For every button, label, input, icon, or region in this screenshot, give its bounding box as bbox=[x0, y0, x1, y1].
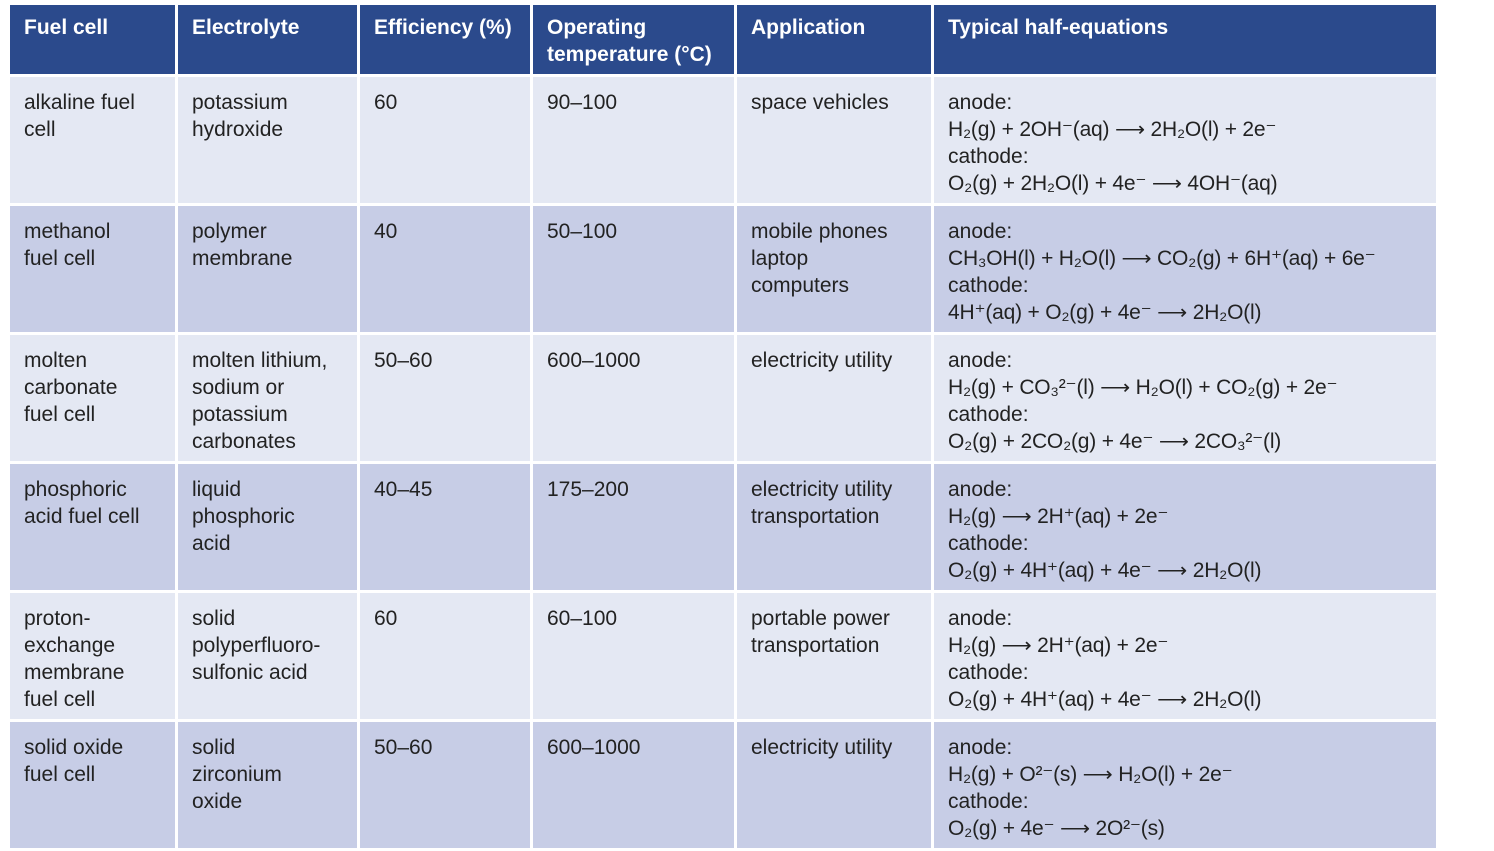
cell-fuel-cell-line: acid fuel cell bbox=[24, 505, 140, 528]
header-temperature-line-1: Operating bbox=[547, 16, 647, 39]
cell-temperature: 60–100 bbox=[532, 592, 736, 721]
cell-fuel-cell-line: membrane bbox=[24, 661, 125, 684]
fuel-cell-table bbox=[7, 2, 1439, 851]
cell-electrolyte-line: membrane bbox=[192, 247, 293, 270]
cathode-label: cathode: bbox=[948, 532, 1029, 555]
cell-electrolyte-line: solid bbox=[192, 607, 236, 630]
cell-application-line: transportation bbox=[751, 634, 880, 657]
cell-electrolyte-line: potassium bbox=[192, 91, 288, 114]
anode-label: anode: bbox=[948, 607, 1013, 630]
cell-fuel-cell-line: proton- bbox=[24, 607, 91, 630]
cell-electrolyte bbox=[177, 592, 359, 721]
cell-application bbox=[736, 721, 933, 850]
anode-equation: H₂(g) ⟶ 2H⁺(aq) + 2e⁻ bbox=[948, 505, 1169, 528]
cathode-equation: 4H⁺(aq) + O₂(g) + 4e⁻ ⟶ 2H₂O(l) bbox=[948, 301, 1262, 324]
cell-half-equations bbox=[933, 76, 1438, 205]
cell-electrolyte-line: polymer bbox=[192, 220, 267, 243]
cell-fuel-cell-line: alkaline fuel bbox=[24, 91, 135, 114]
cell-half-equations bbox=[933, 334, 1438, 463]
cell-fuel-cell bbox=[9, 76, 177, 205]
cell-electrolyte bbox=[177, 334, 359, 463]
anode-equation: H₂(g) + CO₃²⁻(l) ⟶ H₂O(l) + CO₂(g) + 2e⁻ bbox=[948, 376, 1338, 399]
cell-half-equations bbox=[933, 463, 1438, 592]
cathode-equation: O₂(g) + 2CO₂(g) + 4e⁻ ⟶ 2CO₃²⁻(l) bbox=[948, 430, 1282, 453]
cell-temperature: 50–100 bbox=[532, 205, 736, 334]
cell-fuel-cell-line: fuel cell bbox=[24, 763, 96, 786]
cell-fuel-cell-line: molten bbox=[24, 349, 88, 372]
cell-half-equations bbox=[933, 721, 1438, 850]
cell-application-line: space vehicles bbox=[751, 91, 889, 114]
anode-equation: H₂(g) + 2OH⁻(aq) ⟶ 2H₂O(l) + 2e⁻ bbox=[948, 118, 1277, 141]
cell-fuel-cell-line: exchange bbox=[24, 634, 116, 657]
cell-fuel-cell bbox=[9, 205, 177, 334]
cell-fuel-cell-line: carbonate bbox=[24, 376, 118, 399]
cathode-equation: O₂(g) + 2H₂O(l) + 4e⁻ ⟶ 4OH⁻(aq) bbox=[948, 172, 1278, 195]
cell-electrolyte-line: polyperfluoro- bbox=[192, 634, 321, 657]
table-row bbox=[9, 76, 1438, 205]
header-electrolyte: Electrolyte bbox=[177, 4, 359, 76]
cell-application-line: transportation bbox=[751, 505, 880, 528]
anode-equation: H₂(g) + O²⁻(s) ⟶ H₂O(l) + 2e⁻ bbox=[948, 763, 1233, 786]
cell-fuel-cell-line: methanol bbox=[24, 220, 111, 243]
table-row bbox=[9, 463, 1438, 592]
cell-temperature: 90–100 bbox=[532, 76, 736, 205]
anode-label: anode: bbox=[948, 220, 1013, 243]
table-body bbox=[9, 76, 1438, 850]
cell-efficiency: 50–60 bbox=[359, 721, 532, 850]
cell-temperature: 175–200 bbox=[532, 463, 736, 592]
header-efficiency: Efficiency (%) bbox=[359, 4, 532, 76]
cell-application bbox=[736, 592, 933, 721]
cell-electrolyte bbox=[177, 463, 359, 592]
table-row bbox=[9, 592, 1438, 721]
cell-electrolyte bbox=[177, 76, 359, 205]
table-row bbox=[9, 721, 1438, 850]
cell-electrolyte-line: solid bbox=[192, 736, 236, 759]
cell-electrolyte-line: carbonates bbox=[192, 430, 296, 453]
header-fuel-cell: Fuel cell bbox=[9, 4, 177, 76]
cell-electrolyte-line: acid bbox=[192, 532, 231, 555]
cell-application-line: mobile phones bbox=[751, 220, 888, 243]
cell-fuel-cell bbox=[9, 721, 177, 850]
cell-application bbox=[736, 76, 933, 205]
anode-label: anode: bbox=[948, 736, 1013, 759]
cell-electrolyte-line: oxide bbox=[192, 790, 243, 813]
header-operating-temperature bbox=[532, 4, 736, 76]
anode-equation: H₂(g) ⟶ 2H⁺(aq) + 2e⁻ bbox=[948, 634, 1169, 657]
cathode-label: cathode: bbox=[948, 274, 1029, 297]
cell-fuel-cell bbox=[9, 463, 177, 592]
cell-electrolyte-line: hydroxide bbox=[192, 118, 284, 141]
cell-fuel-cell bbox=[9, 592, 177, 721]
cell-application-line: portable power bbox=[751, 607, 890, 630]
cell-half-equations bbox=[933, 205, 1438, 334]
cathode-label: cathode: bbox=[948, 661, 1029, 684]
cell-fuel-cell-line: phosphoric bbox=[24, 478, 127, 501]
cell-application bbox=[736, 463, 933, 592]
cell-temperature: 600–1000 bbox=[532, 334, 736, 463]
cell-application bbox=[736, 334, 933, 463]
cell-fuel-cell-line: fuel cell bbox=[24, 247, 96, 270]
cell-application-line: computers bbox=[751, 274, 850, 297]
cell-efficiency: 50–60 bbox=[359, 334, 532, 463]
cell-temperature: 600–1000 bbox=[532, 721, 736, 850]
cell-electrolyte-line: liquid bbox=[192, 478, 242, 501]
anode-label: anode: bbox=[948, 349, 1013, 372]
cell-application-line: electricity utility bbox=[751, 736, 893, 759]
cathode-label: cathode: bbox=[948, 790, 1029, 813]
header-half-equations: Typical half-equations bbox=[933, 4, 1438, 76]
cathode-equation: O₂(g) + 4H⁺(aq) + 4e⁻ ⟶ 2H₂O(l) bbox=[948, 559, 1262, 582]
anode-label: anode: bbox=[948, 478, 1013, 501]
table-row bbox=[9, 205, 1438, 334]
cell-fuel-cell-line: solid oxide bbox=[24, 736, 124, 759]
cell-electrolyte-line: potassium bbox=[192, 403, 288, 426]
cathode-label: cathode: bbox=[948, 145, 1029, 168]
cell-fuel-cell-line: fuel cell bbox=[24, 403, 96, 426]
cell-application-line: electricity utility bbox=[751, 349, 893, 372]
cell-application bbox=[736, 205, 933, 334]
cell-application-line: laptop bbox=[751, 247, 809, 270]
cell-electrolyte-line: sodium or bbox=[192, 376, 285, 399]
anode-equation: CH₃OH(l) + H₂O(l) ⟶ CO₂(g) + 6H⁺(aq) + 6e⁻ bbox=[948, 247, 1376, 270]
cell-fuel-cell bbox=[9, 334, 177, 463]
cell-efficiency: 60 bbox=[359, 76, 532, 205]
cell-efficiency: 40–45 bbox=[359, 463, 532, 592]
cell-electrolyte bbox=[177, 721, 359, 850]
cell-electrolyte-line: molten lithium, bbox=[192, 349, 328, 372]
cell-efficiency: 60 bbox=[359, 592, 532, 721]
cathode-label: cathode: bbox=[948, 403, 1029, 426]
cathode-equation: O₂(g) + 4H⁺(aq) + 4e⁻ ⟶ 2H₂O(l) bbox=[948, 688, 1262, 711]
anode-label: anode: bbox=[948, 91, 1013, 114]
table-row bbox=[9, 334, 1438, 463]
cell-electrolyte-line: phosphoric bbox=[192, 505, 295, 528]
cathode-equation: O₂(g) + 4e⁻ ⟶ 2O²⁻(s) bbox=[948, 817, 1165, 840]
header-application: Application bbox=[736, 4, 933, 76]
cell-half-equations bbox=[933, 592, 1438, 721]
cell-fuel-cell-line: cell bbox=[24, 118, 56, 141]
header-temperature-line-2: temperature (°C) bbox=[547, 43, 712, 66]
cell-electrolyte bbox=[177, 205, 359, 334]
cell-electrolyte-line: sulfonic acid bbox=[192, 661, 308, 684]
cell-application-line: electricity utility bbox=[751, 478, 893, 501]
cell-efficiency: 40 bbox=[359, 205, 532, 334]
cell-electrolyte-line: zirconium bbox=[192, 763, 282, 786]
cell-fuel-cell-line: fuel cell bbox=[24, 688, 96, 711]
table-header-row bbox=[9, 4, 1438, 76]
